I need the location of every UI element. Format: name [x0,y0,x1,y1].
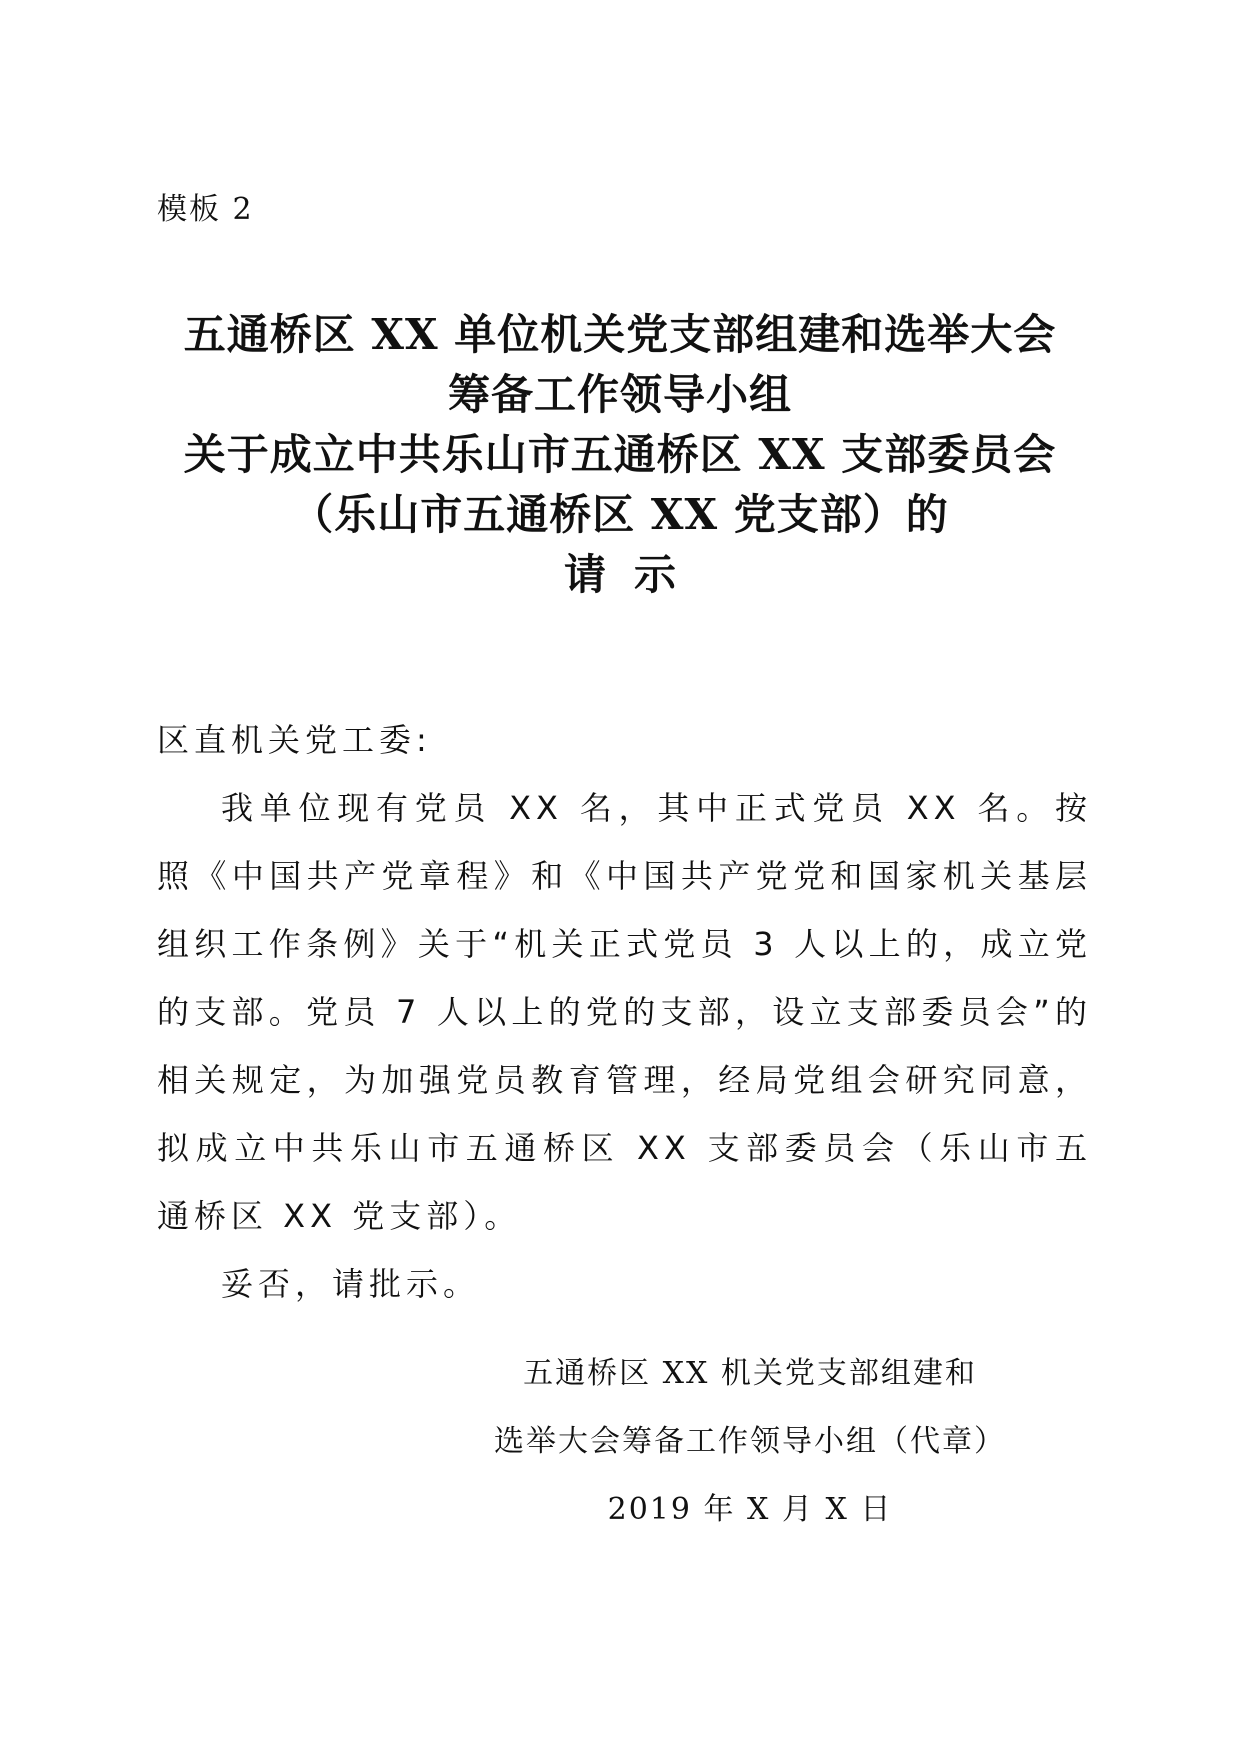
title-line-2: 筹备工作领导小组 [447,370,792,419]
body-paragraph-main: 我单位现有党员 XX 名，其中正式党员 XX 名。按照《中国共产党章程》和《中国共产党党和国家机关基层组织工作条例》关于“机关正式党员 3 人以上的，成立党的支部。党员 7 人以上的党的支部，设立支部委员会”的相关规定，为加强党员教育管理，经局党组会研究同意，拟成立中共乐山市五通桥区 XX 支部委员会（乐山市五通桥区 XX 党支部）。 [157,789,1092,1235]
document-title [120,305,1120,605]
addressee: 区直机关党工委: [157,721,432,759]
title-line-5: 请示 [563,550,704,599]
signature-line-2: 选举大会筹备工作领导小组（代章） [494,1424,1006,1459]
template-label: 模板 2 [157,192,254,227]
signature-block [470,1340,1030,1544]
document-body [157,706,1092,1318]
signature-date: 2019 年 X 月 X 日 [607,1492,893,1527]
signature-line-1: 五通桥区 XX 机关党支部组建和 [523,1356,977,1391]
title-line-4: （乐山市五通桥区 XX 党支部）的 [291,490,949,539]
title-line-1: 五通桥区 XX 单位机关党支部组建和选举大会 [183,310,1057,359]
title-line-3: 关于成立中共乐山市五通桥区 XX 支部委员会 [183,430,1057,479]
body-paragraph-closing: 妥否，请批示。 [221,1265,481,1303]
